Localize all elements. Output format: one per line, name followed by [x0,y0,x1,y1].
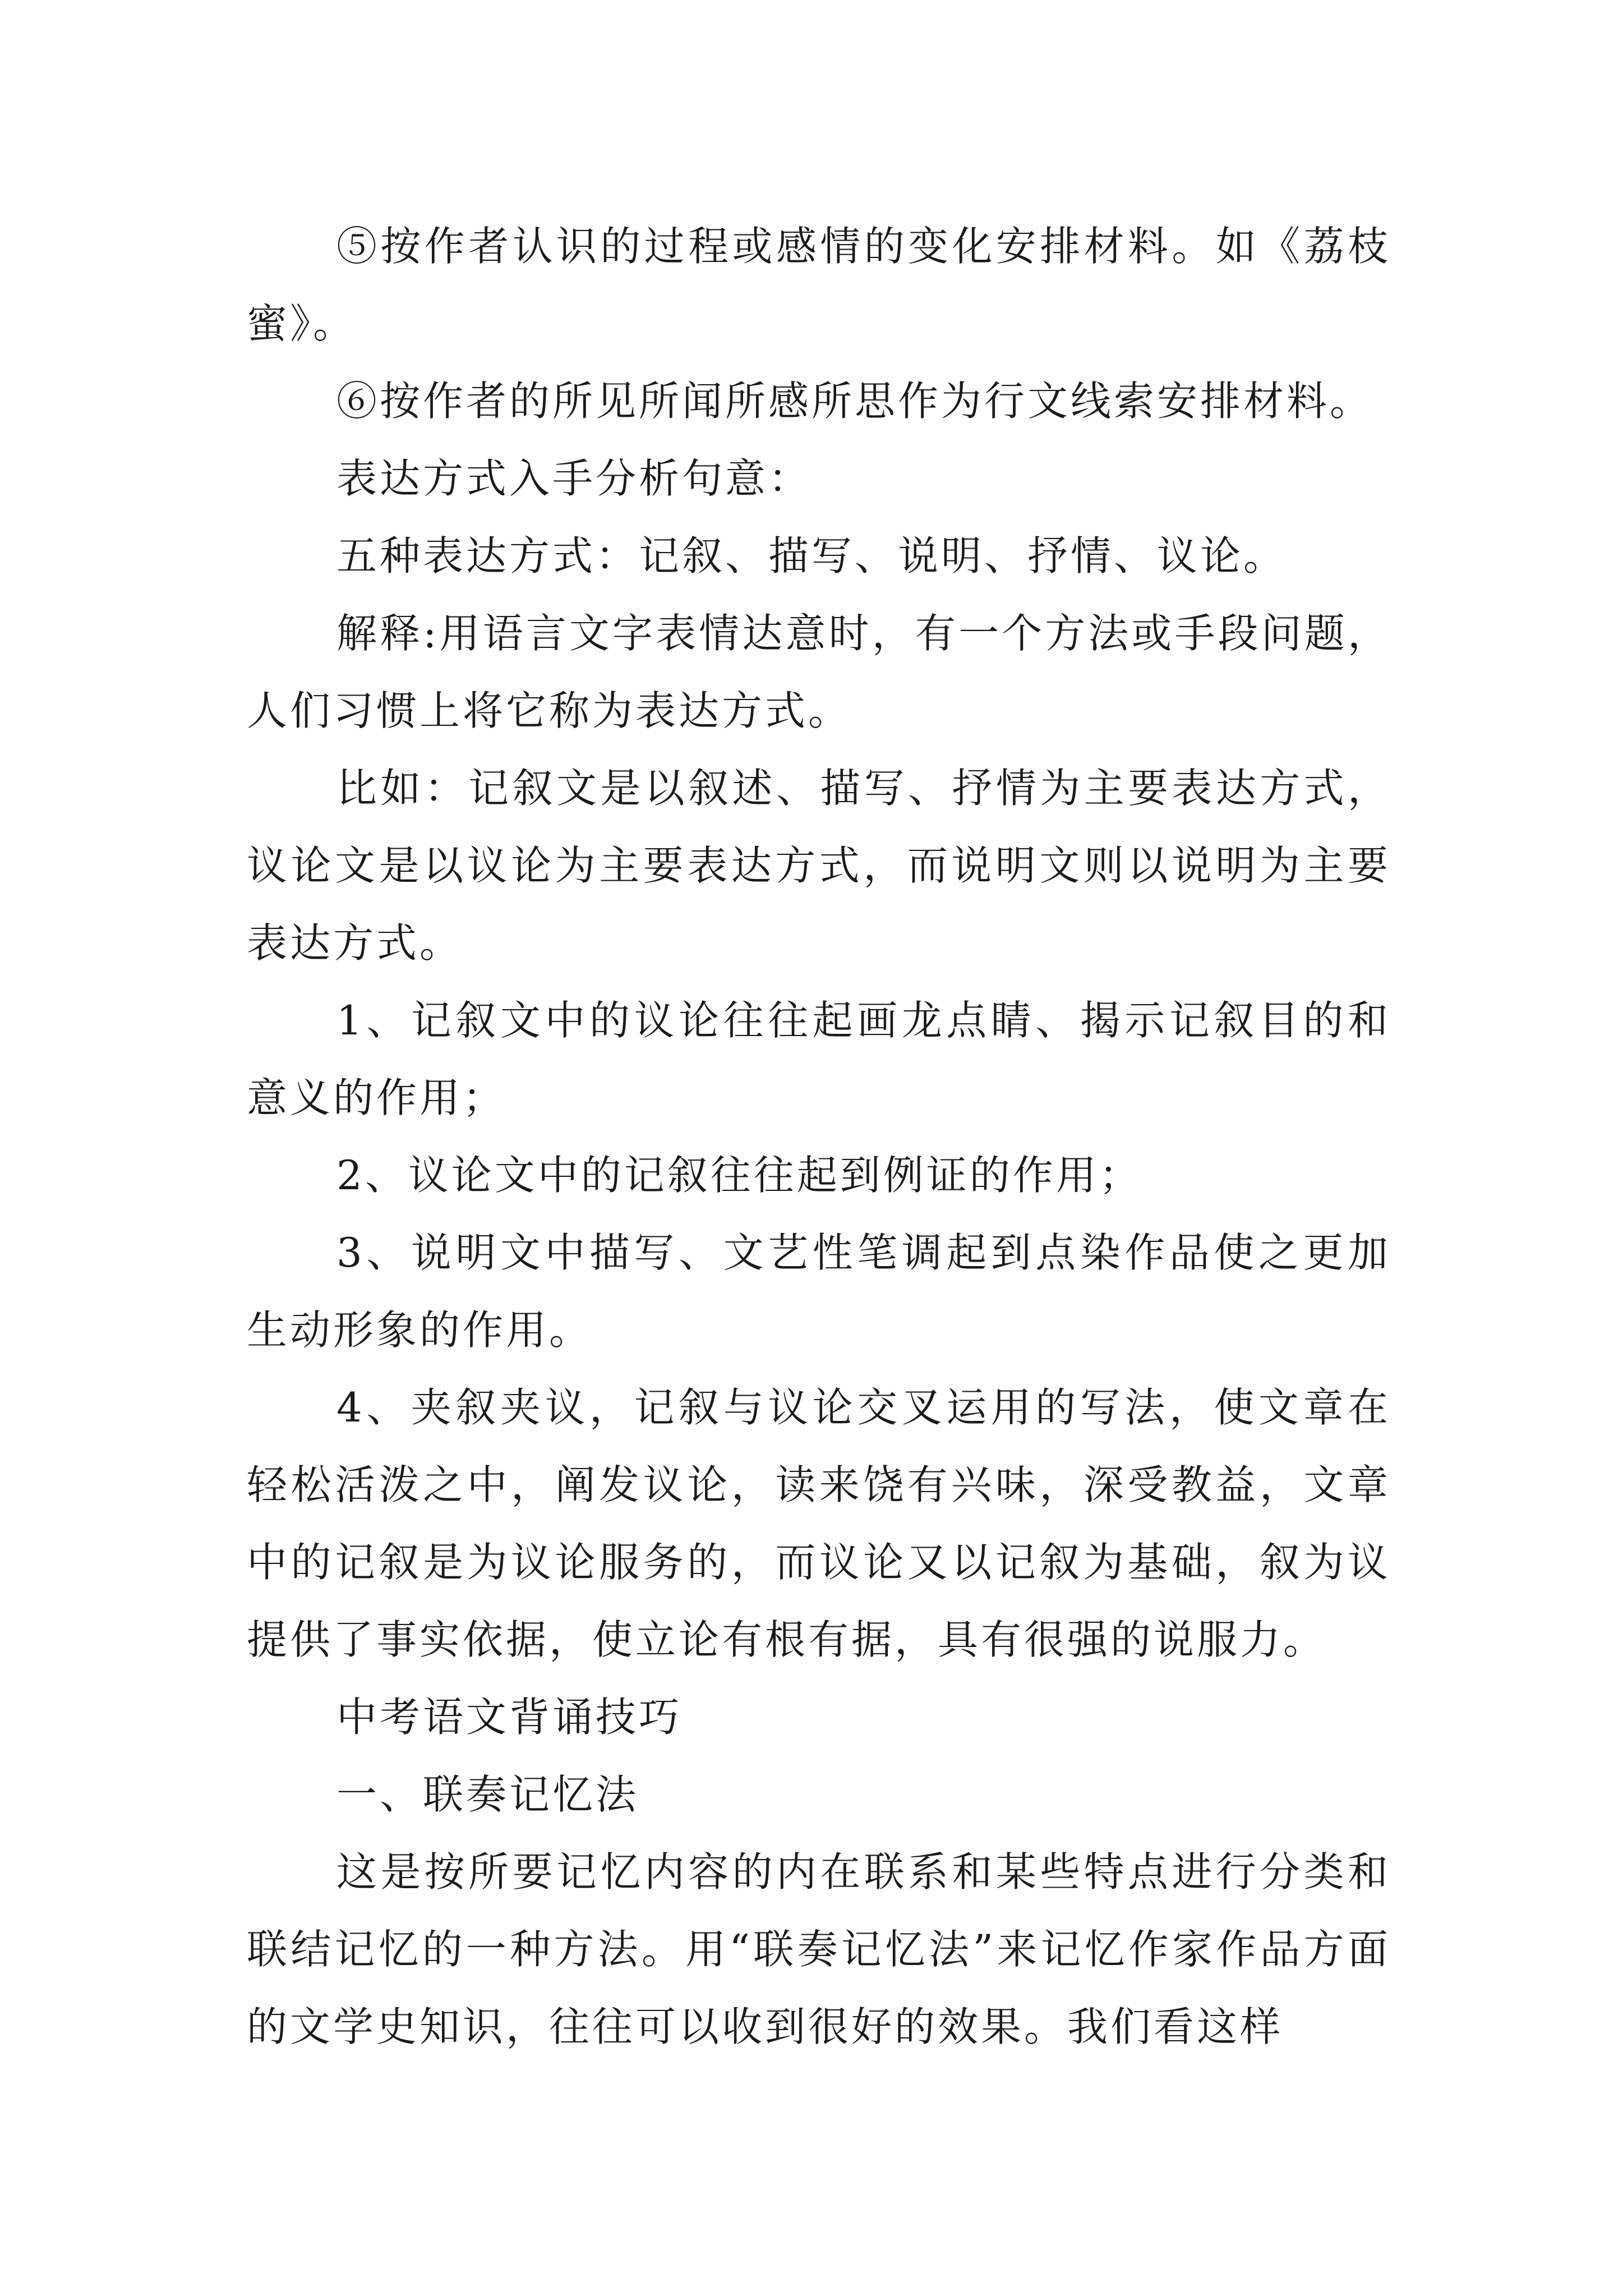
section-heading-expression-analysis: 表达方式入手分析句意： [336,455,812,502]
document-body [247,208,1391,2065]
paragraph-point-3: 3、说明文中描写、文艺性笔调起到点染作品使之更加生动形象的作用。 [247,1229,1391,1354]
paragraph-point-1: 1、记叙文中的议论往往起画龙点睛、揭示记叙目的和意义的作用； [247,997,1391,1121]
paragraph-item-5-order-by-feeling: ⑤按作者认识的过程或感情的变化安排材料。如《荔枝蜜》。 [247,223,1391,347]
paragraph-association-memory-body: 这是按所要记忆内容的内在联系和某些特点进行分类和联结记忆的一种方法。用“联奏记忆法”来记忆作家作品方面的文学史知识，往往可以收到很好的效果。我们看这样 [247,1848,1391,2050]
paragraph-item-6-order-by-observation: ⑥按作者的所见所闻所感所思作为行文线索安排材料。 [336,378,1373,425]
paragraph-five-expression-modes: 五种表达方式：记叙、描写、说明、抒情、议论。 [336,532,1287,579]
paragraph-point-4: 4、夹叙夹议，记叙与议论交叉运用的写法，使文章在轻松活泼之中，阐发议论，读来饶有兴味，深受教益，文章中的记叙是为议论服务的，而议论又以记叙为基础，叙为议提供了事实依据，使立论有根有据，具有很强的说服力。 [247,1384,1391,1663]
paragraph-point-2: 2、议论文中的记叙往往起到例证的作用； [336,1152,1142,1199]
subheading-association-memory: 一、联奏记忆法 [336,1771,639,1818]
paragraph-explanation: 解释:用语言文字表情达意时，有一个方法或手段问题，人们习惯上将它称为表达方式。 [247,610,1391,734]
section-heading-recitation-tips: 中考语文背诵技巧 [336,1694,683,1741]
paragraph-example: 比如：记叙文是以叙述、描写、抒情为主要表达方式，议论文是以议论为主要表达方式，而说明文则以说明为主要表达方式。 [247,765,1391,967]
